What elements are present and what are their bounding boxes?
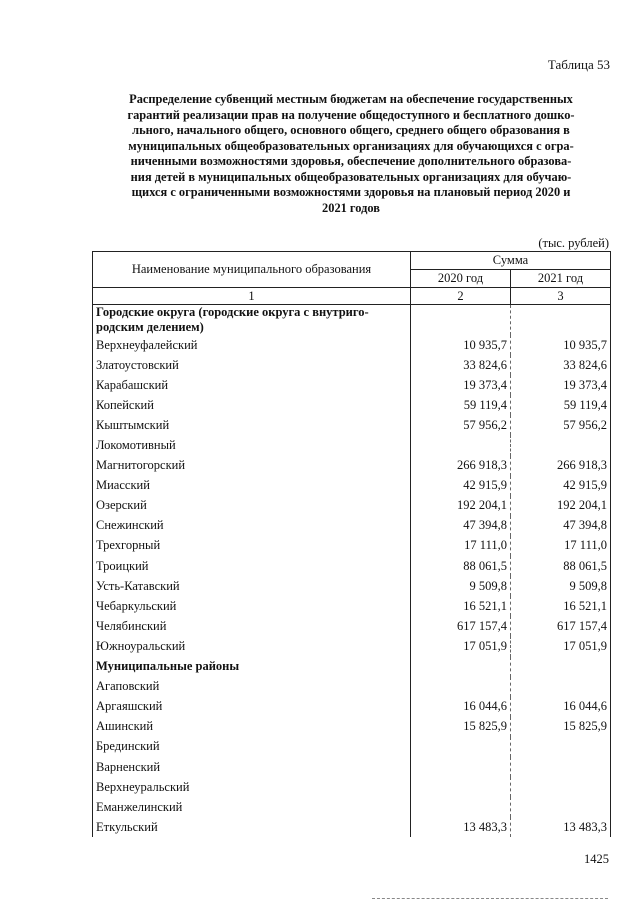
table-row bbox=[93, 596, 611, 616]
row-value-2020: 19 373,4 bbox=[411, 375, 511, 395]
row-value-2020: 192 204,1 bbox=[411, 496, 511, 516]
table-row bbox=[93, 355, 611, 375]
row-value-2021 bbox=[511, 677, 611, 697]
table-number: Таблица 53 bbox=[547, 57, 610, 72]
row-name: Варненский bbox=[93, 757, 411, 777]
column-header-2020: 2020 год bbox=[411, 270, 511, 288]
row-value-2021 bbox=[511, 777, 611, 797]
row-value-2021 bbox=[511, 305, 611, 336]
table-row bbox=[93, 697, 611, 717]
row-name: Ашинский bbox=[93, 717, 411, 737]
row-name: Еткульский bbox=[93, 817, 411, 837]
title-line: ниченными возможностями здоровья, обеспечение дополнительного образова- bbox=[130, 154, 572, 168]
row-name: Городские округа (городские округа с внутриго-родским делением) bbox=[93, 305, 411, 336]
table-row bbox=[93, 375, 611, 395]
row-value-2020 bbox=[411, 737, 511, 757]
row-value-2020: 9 509,8 bbox=[411, 576, 511, 596]
row-value-2020: 617 157,4 bbox=[411, 616, 511, 636]
column-number-3: 3 bbox=[511, 288, 611, 305]
row-value-2021 bbox=[511, 737, 611, 757]
subvention-table bbox=[92, 251, 611, 837]
row-value-2021: 42 915,9 bbox=[511, 476, 611, 496]
table-row bbox=[93, 476, 611, 496]
title-line: Распределение субвенций местным бюджетам на обеспечение государственных bbox=[129, 92, 573, 106]
title-line: 2021 годов bbox=[322, 200, 380, 215]
row-name: Карабашский bbox=[93, 375, 411, 395]
column-header-2021: 2021 год bbox=[511, 270, 611, 288]
row-value-2020 bbox=[411, 435, 511, 455]
row-value-2021: 16 521,1 bbox=[511, 596, 611, 616]
table-row bbox=[93, 576, 611, 596]
table-row bbox=[93, 335, 611, 355]
table-row bbox=[93, 636, 611, 656]
row-value-2020: 47 394,8 bbox=[411, 516, 511, 536]
row-value-2020: 57 956,2 bbox=[411, 415, 511, 435]
column-number-2: 2 bbox=[411, 288, 511, 305]
units-label: (тыс. рублей) bbox=[538, 236, 609, 250]
row-value-2020 bbox=[411, 777, 511, 797]
table-row bbox=[93, 415, 611, 435]
row-value-2020 bbox=[411, 305, 511, 336]
table-row bbox=[93, 435, 611, 455]
row-value-2021: 88 061,5 bbox=[511, 556, 611, 576]
row-name: Верхнеуральский bbox=[93, 777, 411, 797]
table-row bbox=[93, 556, 611, 576]
row-value-2021: 17 051,9 bbox=[511, 636, 611, 656]
row-name: Озерский bbox=[93, 496, 411, 516]
row-value-2021 bbox=[511, 435, 611, 455]
row-name: Снежинский bbox=[93, 516, 411, 536]
row-value-2020: 266 918,3 bbox=[411, 456, 511, 476]
column-header-name: Наименование муниципального образования bbox=[93, 252, 411, 288]
row-name: Трехгорный bbox=[93, 536, 411, 556]
row-value-2020: 42 915,9 bbox=[411, 476, 511, 496]
row-value-2020: 10 935,7 bbox=[411, 335, 511, 355]
document-title bbox=[96, 92, 606, 216]
row-name: Верхнеуфалейский bbox=[93, 335, 411, 355]
row-value-2020 bbox=[411, 677, 511, 697]
table-row bbox=[93, 395, 611, 415]
row-name: Локомотивный bbox=[93, 435, 411, 455]
row-value-2021: 59 119,4 bbox=[511, 395, 611, 415]
row-value-2021: 13 483,3 bbox=[511, 817, 611, 837]
page-number: 1425 bbox=[584, 852, 609, 866]
title-line: гарантий реализации прав на получение общедоступного и бесплатного дошко- bbox=[127, 107, 575, 122]
table-row bbox=[93, 757, 611, 777]
table-row bbox=[93, 717, 611, 737]
title-line: муниципальных общеобразовательных организациях для обучающихся с огра- bbox=[128, 138, 574, 153]
row-value-2021: 266 918,3 bbox=[511, 456, 611, 476]
row-name: Агаповский bbox=[93, 677, 411, 697]
row-value-2020: 17 051,9 bbox=[411, 636, 511, 656]
row-name: Златоустовский bbox=[93, 355, 411, 375]
row-value-2021: 19 373,4 bbox=[511, 375, 611, 395]
row-value-2020: 33 824,6 bbox=[411, 355, 511, 375]
row-value-2021 bbox=[511, 657, 611, 677]
row-value-2020 bbox=[411, 797, 511, 817]
table-row bbox=[93, 616, 611, 636]
row-name: Чебаркульский bbox=[93, 596, 411, 616]
footer-divider bbox=[372, 898, 608, 899]
row-value-2021: 192 204,1 bbox=[511, 496, 611, 516]
row-value-2021: 15 825,9 bbox=[511, 717, 611, 737]
row-value-2021: 57 956,2 bbox=[511, 415, 611, 435]
row-name: Аргаяшский bbox=[93, 697, 411, 717]
row-value-2021: 47 394,8 bbox=[511, 516, 611, 536]
table-row-group-header bbox=[93, 305, 611, 336]
table-row bbox=[93, 536, 611, 556]
title-line: льного, начального общего, основного общего, среднего общего образования в bbox=[132, 123, 570, 137]
row-value-2021: 33 824,6 bbox=[511, 355, 611, 375]
table-row-group-header bbox=[93, 657, 611, 677]
table-row bbox=[93, 777, 611, 797]
column-number-1: 1 bbox=[93, 288, 411, 305]
title-line: ния детей в муниципальных общеобразовательных организациях для обучаю- bbox=[130, 169, 572, 184]
row-name: Челябинский bbox=[93, 616, 411, 636]
row-name: Копейский bbox=[93, 395, 411, 415]
table-row bbox=[93, 516, 611, 536]
title-line: щихся с ограниченными возможностями здоровья на плановый период 2020 и bbox=[131, 185, 571, 199]
row-value-2020: 16 044,6 bbox=[411, 697, 511, 717]
row-name: Южноуральский bbox=[93, 636, 411, 656]
table-row bbox=[93, 817, 611, 837]
table-row bbox=[93, 797, 611, 817]
row-name: Кыштымский bbox=[93, 415, 411, 435]
table-row bbox=[93, 496, 611, 516]
row-value-2021 bbox=[511, 797, 611, 817]
table-row bbox=[93, 737, 611, 757]
row-value-2021: 10 935,7 bbox=[511, 335, 611, 355]
column-header-sum: Сумма bbox=[411, 252, 611, 270]
row-name: Усть-Катавский bbox=[93, 576, 411, 596]
row-value-2020 bbox=[411, 657, 511, 677]
row-name: Брединский bbox=[93, 737, 411, 757]
row-value-2020: 88 061,5 bbox=[411, 556, 511, 576]
row-value-2021 bbox=[511, 757, 611, 777]
row-value-2021: 16 044,6 bbox=[511, 697, 611, 717]
table-row bbox=[93, 456, 611, 476]
row-value-2020: 59 119,4 bbox=[411, 395, 511, 415]
row-name: Магнитогорский bbox=[93, 456, 411, 476]
row-value-2021: 617 157,4 bbox=[511, 616, 611, 636]
row-name: Еманжелинский bbox=[93, 797, 411, 817]
table-row bbox=[93, 677, 611, 697]
row-value-2020: 16 521,1 bbox=[411, 596, 511, 616]
row-value-2020: 13 483,3 bbox=[411, 817, 511, 837]
row-value-2020: 17 111,0 bbox=[411, 536, 511, 556]
row-value-2020 bbox=[411, 757, 511, 777]
row-name: Троицкий bbox=[93, 556, 411, 576]
row-name: Муниципальные районы bbox=[93, 657, 411, 677]
row-value-2021: 9 509,8 bbox=[511, 576, 611, 596]
row-name: Миасский bbox=[93, 476, 411, 496]
row-value-2020: 15 825,9 bbox=[411, 717, 511, 737]
row-value-2021: 17 111,0 bbox=[511, 536, 611, 556]
